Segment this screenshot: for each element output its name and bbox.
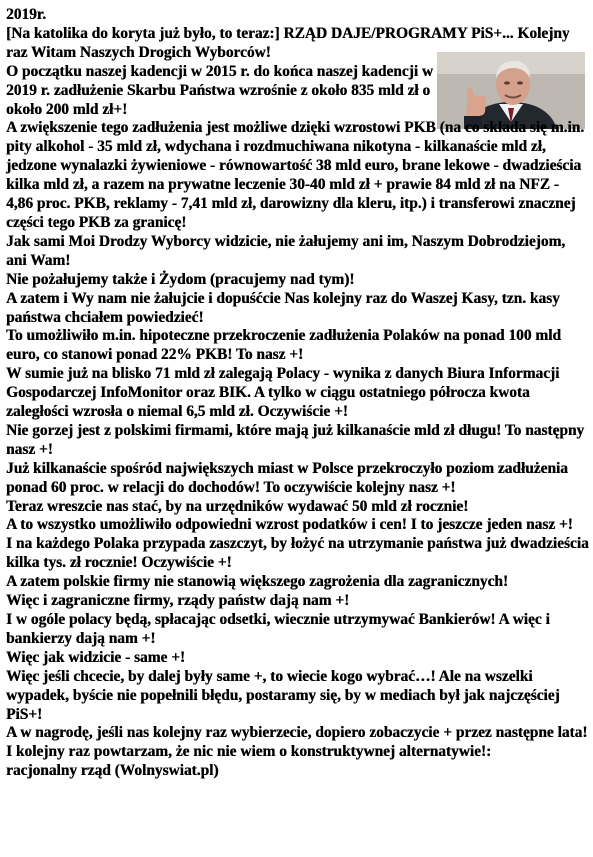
source-line: racjonalny rząd (Wolnyswiat.pl) — [6, 762, 219, 780]
paragraph: Nie gorzej jest z polskimi firmami, które mają już kilkanaście mld zł długu! To następny nasz +! — [6, 421, 585, 458]
document-text — [6, 6, 589, 781]
paragraph: Nie pożałujemy także i Żydom (pracujemy nad tym)! — [6, 270, 355, 288]
paragraph: I kolejny raz powtarzam, że nic nie wiem o konstruktywnej alternatywie!: — [6, 743, 492, 761]
intro-plain: [Na katolika do koryta już było, to teraz:] — [6, 24, 284, 42]
paragraph: Więc jeśli chcecie, by dalej były same +, to wiecie kogo wybrać…! Ale na wszelki wypadek, byście nie popełnili błędu, postaramy się, by w mediach był jak najczęściej PiS+! — [6, 667, 560, 723]
paragraph: O początku naszej kadencji w 2015 r. do końca naszej kadencji w 2019 r. zadłużenie Skarbu Państwa wzrośnie z około 835 mld zł o około 200 mld zł+! — [6, 62, 433, 118]
paragraph: Więc i zagraniczne firmy, rządy państw dają nam +! — [6, 592, 350, 610]
intro-headline: RZĄD DAJE/PROGRAMY PiS+... Kolejny raz Witam Naszych Drogich Wyborców! — [6, 24, 570, 61]
paragraph: A w nagrodę, jeśli nas kolejny raz wybierzecie, dopiero zobaczycie + przez następne lata! — [6, 724, 588, 742]
paragraph: To umożliwiło m.in. hipoteczne przekroczenie zadłużenia Polaków na ponad 100 mld euro, co stanowi ponad 22% PKB! To nasz +! — [6, 327, 561, 364]
paragraph: A zwiększenie tego zadłużenia jest możliwe dzięki wzrostowi PKB (na co składa się m.in. pity alkohol - 35 mld zł, wdychana i rozdmuchiwana nikotyna - kilkanaście mld zł, jedzone wynalazki żywieniowe - równowartość 38 mld euro, brane lekowe - dwadzieścia kilka mld zł, a razem na prywatne leczenie 30-40 mld zł + prawie 84 mld zł na NFZ - 4,86 proc. PKB, reklamy - 7,41 mld zł, darowizny dla kleru, itp.) i transferowi znacznej części tego PKB za granicę! — [6, 119, 585, 231]
paragraph: Teraz wreszcie nas stać, by na urzędników wydawać 50 mld zł rocznie! — [6, 497, 469, 515]
paragraph: W sumie już na blisko 71 mld zł zalegają Polacy - wynika z danych Biura Informacji Gospodarczej InfoMonitor oraz BIK. A tylko w ciągu ostatniego półrocza kwota zaległości wzrosła o niemal 6,5 mld zł. Oczywiście +! — [6, 365, 560, 421]
paragraph: Jak sami Moi Drodzy Wyborcy widzicie, nie żałujemy ani im, Naszym Dobrodziejom, ani Wam! — [6, 232, 566, 269]
paragraph: Więc jak widzicie - same +! — [6, 648, 186, 666]
paragraph: Już kilkanaście spośród największych miast w Polsce przekroczyło poziom zadłużenia ponad 60 proc. w relacji do dochodów! To oczywiście kolejny nasz +! — [6, 459, 568, 496]
year-line: 2019r. — [6, 6, 47, 23]
paragraph: I na każdego Polaka przypada zaszczyt, by łożyć na utrzymanie państwa już dwadzieścia kilka tys. zł rocznie! Oczywiście +! — [6, 535, 589, 572]
paragraph: A zatem i Wy nam nie żałujcie i dopuśćcie Nas kolejny raz do Waszej Kasy, tzn. kasy państwa chciałem powiedzieć! — [6, 289, 560, 326]
intro-line — [6, 25, 589, 63]
paragraph: A to wszystko umożliwiło odpowiedni wzrost podatków i cen! I to jeszcze jeden nasz +! — [6, 516, 573, 534]
paragraph: A zatem polskie firmy nie stanowią większego zagrożenia dla zagranicznych! — [6, 573, 508, 591]
paragraph: I w ogóle polacy będą, spłacając odsetki, wiecznie utrzymywać Bankierów! A więc i bankierzy dają nam +! — [6, 611, 550, 647]
